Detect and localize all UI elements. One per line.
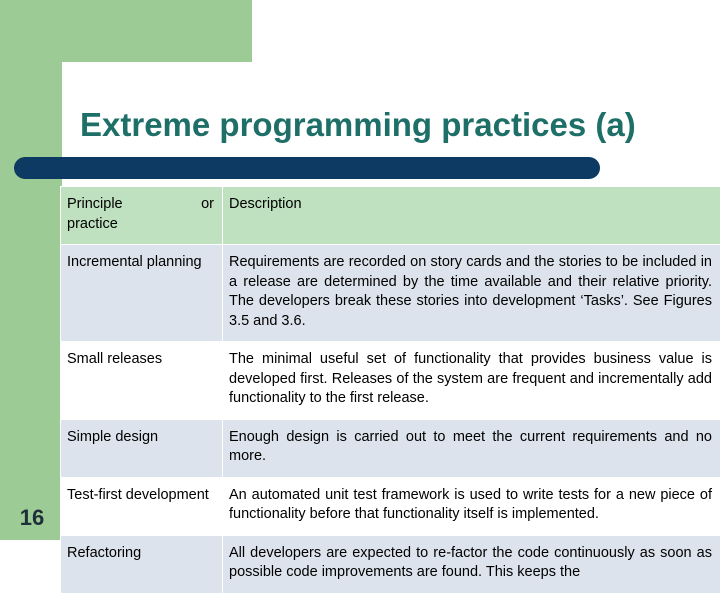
side-decoration [0, 62, 62, 540]
table-row [61, 342, 720, 420]
practice-cell: Incremental planning [61, 245, 223, 342]
table-row [61, 477, 720, 535]
principle-header-or: or [201, 195, 214, 215]
practice-cell: Test-first development [61, 477, 223, 535]
practice-cell: Refactoring [61, 535, 223, 593]
principle-header [61, 187, 223, 245]
table-header-row [61, 187, 720, 245]
title-underline-bar [14, 157, 600, 179]
description-cell: Requirements are recorded on story cards and the stories to be included in a release are determined by the time available and their relative priority. The developers break these stories into development ‘Tasks’. See Figures 3.5 and 3.6. [223, 245, 720, 342]
description-cell: All developers are expected to re-factor the code continuously as soon as possible code improvements are found. This keeps the [223, 535, 720, 593]
practice-cell: Small releases [61, 342, 223, 420]
description-cell: The minimal useful set of functionality that provides business value is developed first. Releases of the system are frequent and incrementally add functionality to the first release. [223, 342, 720, 420]
table-row [61, 419, 720, 477]
page-number: 16 [14, 505, 50, 531]
table-row [61, 245, 720, 342]
description-header: Description [223, 187, 720, 245]
practice-cell: Simple design [61, 419, 223, 477]
table-row [61, 535, 720, 593]
description-cell: Enough design is carried out to meet the current requirements and no more. [223, 419, 720, 477]
principle-header-label: Principle [67, 195, 123, 215]
description-cell: An automated unit test framework is used to write tests for a new piece of functionality before that functionality itself is implemented. [223, 477, 720, 535]
practices-table [60, 186, 720, 594]
principle-header-label-2: practice [67, 215, 214, 235]
corner-decoration [0, 0, 252, 62]
slide-title: Extreme programming practices (a) [80, 106, 700, 144]
